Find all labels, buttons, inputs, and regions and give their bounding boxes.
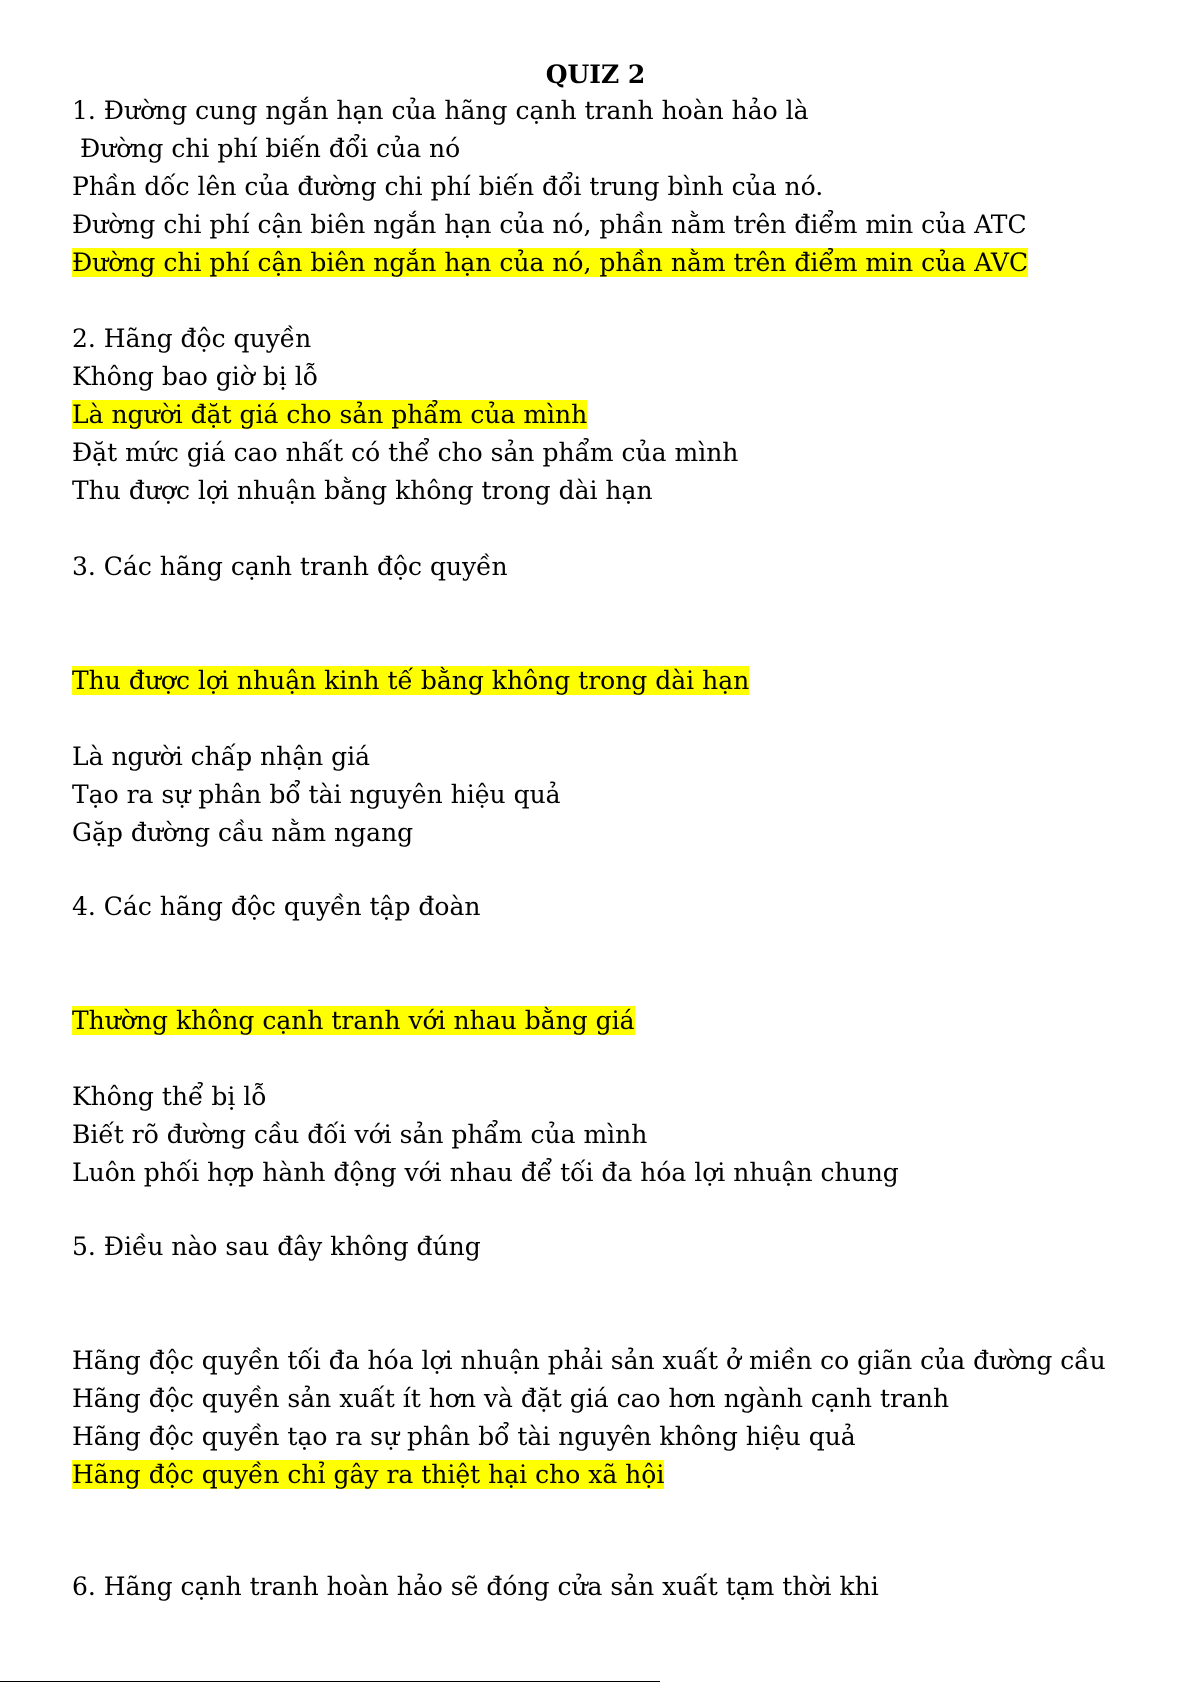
answer-highlight: Thường không cạnh tranh với nhau bằng giá [72, 1006, 635, 1035]
page-title: QUIZ 2 [545, 60, 646, 89]
question-5-option-2: Hãng độc quyền sản xuất ít hơn và đặt giá cao hơn ngành cạnh tranh [72, 1384, 950, 1413]
question-3-text: 3. Các hãng cạnh tranh độc quyền [72, 552, 508, 581]
question-2-text: 2. Hãng độc quyền [72, 324, 312, 353]
question-1-option-3: Đường chi phí cận biên ngắn hạn của nó, phần nằm trên điểm min của ATC [72, 210, 1027, 239]
question-2-option-2-answer [72, 398, 587, 432]
question-1-text: 1. Đường cung ngắn hạn của hãng cạnh tranh hoàn hảo là [72, 96, 809, 125]
page-bottom-rule [0, 1681, 660, 1682]
answer-highlight: Là người đặt giá cho sản phẩm của mình [72, 400, 588, 429]
question-1-option-1: Đường chi phí biến đổi của nó [72, 134, 461, 163]
question-3-option-4: Gặp đường cầu nằm ngang [72, 818, 414, 847]
answer-highlight: Thu được lợi nhuận kinh tế bằng không trong dài hạn [72, 666, 750, 695]
question-5-option-3: Hãng độc quyền tạo ra sự phân bổ tài nguyên không hiệu quả [72, 1422, 856, 1451]
question-4-option-1-answer [72, 1004, 635, 1038]
question-3-option-1-answer [72, 664, 749, 698]
question-5-text: 5. Điều nào sau đây không đúng [72, 1232, 481, 1261]
question-1-option-4-answer [72, 246, 1028, 280]
question-3-option-3: Tạo ra sự phân bổ tài nguyên hiệu quả [72, 780, 561, 809]
question-1-option-2: Phần dốc lên của đường chi phí biến đổi trung bình của nó. [72, 172, 824, 201]
answer-highlight: Hãng độc quyền chỉ gây ra thiệt hại cho xã hội [72, 1460, 665, 1489]
question-2-option-3: Đặt mức giá cao nhất có thể cho sản phẩm của mình [72, 438, 739, 467]
question-4-option-2: Không thể bị lỗ [72, 1082, 267, 1111]
question-5-option-1: Hãng độc quyền tối đa hóa lợi nhuận phải sản xuất ở miền co giãn của đường cầu [72, 1346, 1106, 1375]
question-6-text: 6. Hãng cạnh tranh hoàn hảo sẽ đóng cửa sản xuất tạm thời khi [72, 1572, 879, 1601]
question-4-text: 4. Các hãng độc quyền tập đoàn [72, 892, 481, 921]
answer-highlight: Đường chi phí cận biên ngắn hạn của nó, phần nằm trên điểm min của AVC [72, 248, 1029, 277]
question-2-option-1: Không bao giờ bị lỗ [72, 362, 319, 391]
question-4-option-4: Luôn phối hợp hành động với nhau để tối đa hóa lợi nhuận chung [72, 1158, 899, 1187]
question-3-option-2: Là người chấp nhận giá [72, 742, 371, 771]
question-5-option-4-answer [72, 1458, 664, 1492]
question-4-option-3: Biết rõ đường cầu đối với sản phẩm của mình [72, 1120, 648, 1149]
question-2-option-4: Thu được lợi nhuận bằng không trong dài hạn [72, 476, 653, 505]
